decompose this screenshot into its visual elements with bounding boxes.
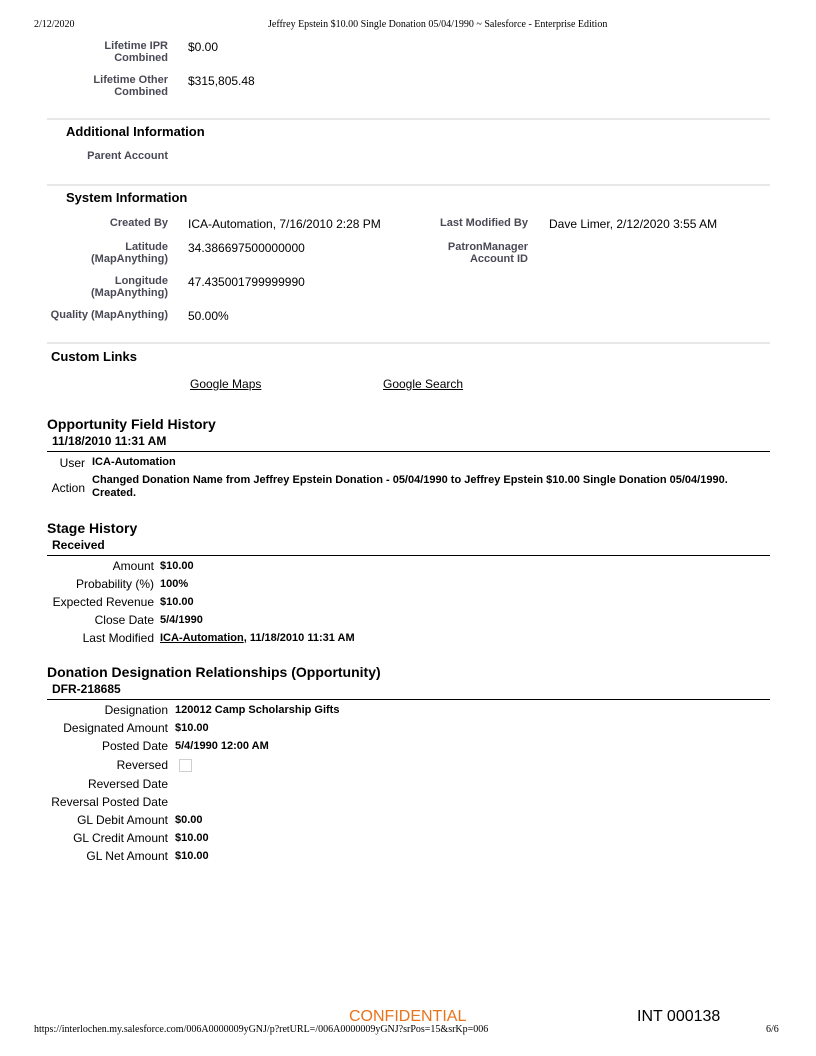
field-history-action-label: Action — [51, 481, 85, 495]
custom-links-title: Custom Links — [51, 349, 137, 364]
gl-debit-label: GL Debit Amount — [77, 813, 168, 827]
stage-amount-value: $10.00 — [160, 560, 194, 572]
stage-probability-value: 100% — [160, 578, 189, 590]
field-history-user-value: ICA-Automation — [92, 456, 176, 468]
posted-date-label: Posted Date — [101, 739, 168, 753]
print-title: Jeffrey Epstein $10.00 Single Donation 05/04/1990 ~ Salesforce - Enterprise Edition — [268, 19, 608, 30]
designation-value: 120012 Camp Scholarship Gifts — [175, 704, 340, 716]
section-divider — [47, 342, 770, 344]
reversal-posted-date-label: Reversal Posted Date — [51, 795, 168, 809]
stage-expected-label: Expected Revenue — [52, 595, 154, 609]
field-history-user-label: User — [59, 456, 85, 470]
stage-history-title: Stage History — [47, 520, 138, 536]
designated-amount-label: Designated Amount — [63, 721, 168, 735]
section-divider — [47, 184, 770, 186]
gl-credit-value: $10.00 — [175, 832, 209, 844]
lifetime-other-value: $315,805.48 — [188, 74, 255, 88]
latitude-label: Latitude (MapAnything) — [91, 241, 168, 265]
gl-debit-value: $0.00 — [175, 814, 203, 826]
section-divider — [47, 118, 770, 120]
confidential-stamp: CONFIDENTIAL — [349, 1008, 467, 1025]
page-number: 6/6 — [766, 1024, 779, 1035]
designation-title: Donation Designation Relationships (Opportunity) — [47, 664, 381, 680]
posted-date-value: 5/4/1990 12:00 AM — [175, 740, 269, 752]
longitude-label: Longitude (MapAnything) — [91, 275, 168, 299]
field-history-title: Opportunity Field History — [47, 416, 216, 432]
google-maps-link[interactable]: Google Maps — [190, 377, 262, 391]
longitude-value: 47.435001799999990 — [188, 275, 305, 289]
stage-last-modified-value — [160, 632, 355, 645]
lifetime-ipr-value: $0.00 — [188, 40, 219, 54]
stage-modified-user-link[interactable]: ICA-Automation — [160, 632, 244, 644]
quality-value: 50.00% — [188, 309, 229, 323]
page-url: https://interlochen.my.salesforce.com/006A0000009yGNJ/p?retURL=/006A0000009yGNJ?srPos=15&srKp=006 — [34, 1024, 489, 1035]
stage-modified-time: , 11/18/2010 11:31 AM — [243, 632, 355, 644]
stage-last-modified-label: Last Modified — [82, 631, 154, 645]
lifetime-ipr-label: Lifetime IPR Combined — [104, 40, 168, 64]
gl-net-label: GL Net Amount — [86, 849, 168, 863]
created-by-label: Created By — [109, 217, 168, 229]
last-modified-by-label: Last Modified By — [439, 217, 528, 229]
history-rule — [47, 555, 770, 556]
reversed-label: Reversed — [116, 758, 168, 772]
designation-id: DFR-218685 — [52, 682, 121, 696]
stage-history-stage: Received — [52, 538, 105, 552]
additional-info-title: Additional Information — [66, 124, 205, 139]
stage-amount-label: Amount — [112, 559, 154, 573]
stage-close-date-value: 5/4/1990 — [160, 614, 203, 626]
google-search-link[interactable]: Google Search — [383, 377, 464, 391]
field-history-action-value: Changed Donation Name from Jeffrey Epstein Donation - 05/04/1990 to Jeffrey Epstein $10.00 Single Donation 05/04/1990. Created. — [92, 474, 728, 499]
bates-number: INT 000138 — [637, 1008, 721, 1025]
reversed-checkbox — [179, 759, 192, 772]
gl-net-value: $10.00 — [175, 850, 209, 862]
designation-label: Designation — [104, 703, 168, 717]
created-by-value: ICA-Automation, 7/16/2010 2:28 PM — [188, 217, 381, 231]
gl-credit-label: GL Credit Amount — [73, 831, 168, 845]
reversed-date-label: Reversed Date — [87, 777, 168, 791]
parent-account-label: Parent Account — [87, 150, 168, 162]
field-history-timestamp: 11/18/2010 11:31 AM — [52, 434, 167, 448]
latitude-value: 34.386697500000000 — [188, 241, 305, 255]
designated-amount-value: $10.00 — [175, 722, 209, 734]
stage-close-date-label: Close Date — [94, 613, 154, 627]
stage-expected-value: $10.00 — [160, 596, 194, 608]
system-info-title: System Information — [66, 190, 188, 205]
print-date: 2/12/2020 — [34, 19, 75, 30]
lifetime-other-label: Lifetime Other Combined — [93, 74, 168, 98]
patron-account-id-label: PatronManager Account ID — [447, 241, 528, 265]
history-rule — [47, 699, 770, 700]
stage-probability-label: Probability (%) — [75, 577, 154, 591]
last-modified-by-value: Dave Limer, 2/12/2020 3:55 AM — [549, 217, 718, 231]
quality-label: Quality (MapAnything) — [50, 309, 168, 321]
history-rule — [47, 451, 770, 452]
